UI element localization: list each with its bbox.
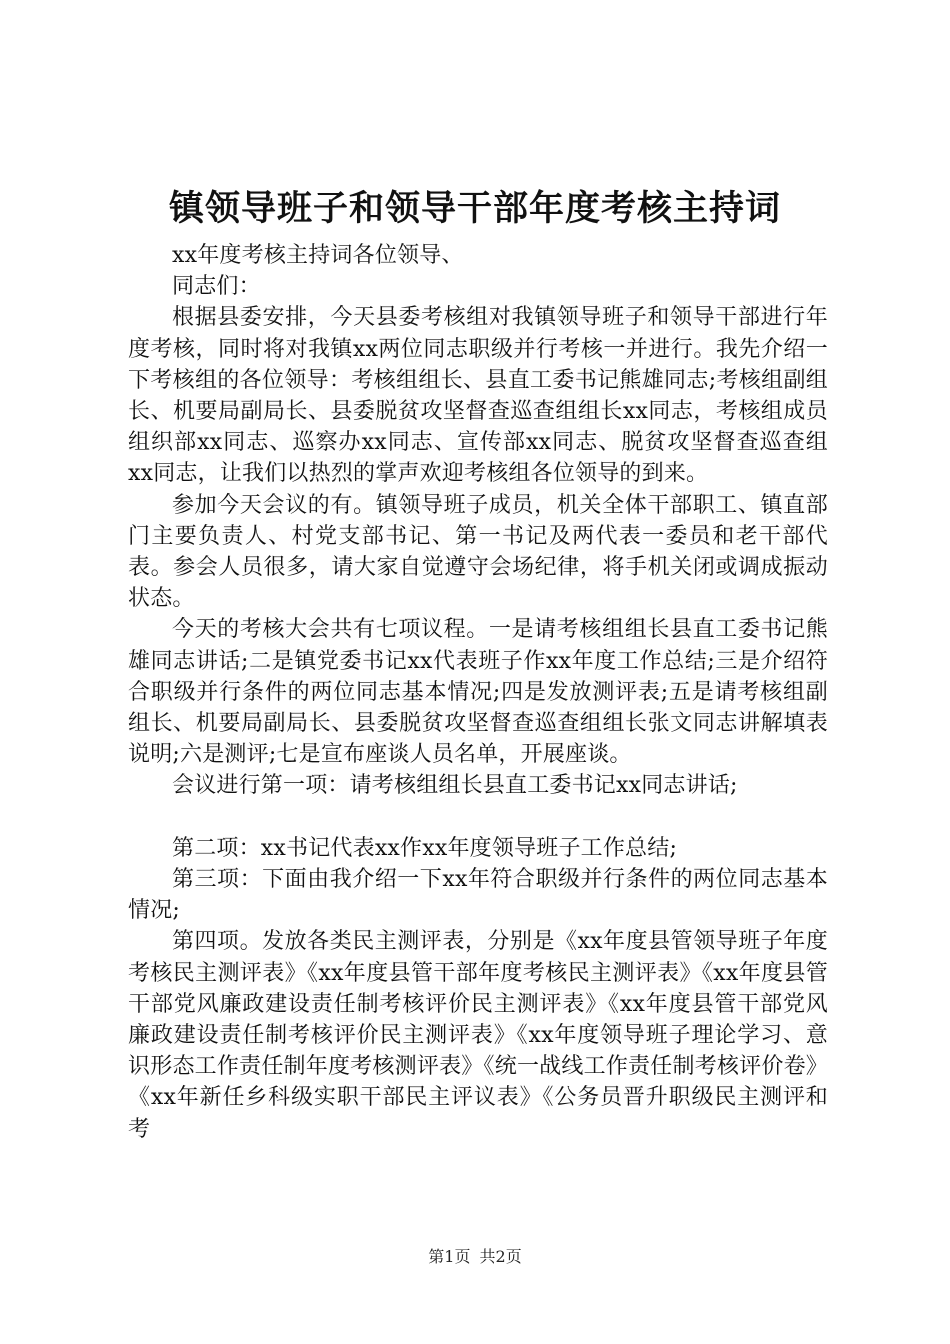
paragraph-greeting-1: xx年度考核主持词各位领导、 xyxy=(172,243,464,268)
paragraph-item-2: 第二项：xx书记代表xx作xx年度领导班子工作总结; xyxy=(172,835,678,861)
paragraph-item-3: 第三项：下面由我介绍一下xx年符合职级并行条件的两位同志基本情况; xyxy=(128,867,828,924)
paragraph-greeting-2: 同志们： xyxy=(172,274,261,300)
paragraph-introduction: 根据县委安排，今天县委考核组对我镇领导班子和领导干部进行年度考核，同时将对我镇xx两位同志职级并行考核一并进行。我先介绍一下考核组的各位领导：考核组组长、县直工委书记熊雄同志;考核组副组长、机要局副局长、县委脱贫攻坚督查巡查组组长xx同志，考核组成员组织部xx同志、巡察办xx同志、宣传部xx同志、脱贫攻坚督查巡查组xx同志，让我们以热烈的掌声欢迎考核组各位领导的到来。 xyxy=(128,305,828,487)
document-body xyxy=(128,240,828,1145)
page-footer xyxy=(0,1246,950,1268)
page-total: 共2页 xyxy=(479,1247,522,1266)
paragraph-attendees: 参加今天会议的有。镇领导班子成员，机关全体干部职工、镇直部门主要负责人、村党支部书记、第一书记及两代表一委员和老干部代表。参会人员很多，请大家自觉遵守会场纪律，将手机关闭或调成振动状态。 xyxy=(128,492,828,612)
paragraph-agenda: 今天的考核大会共有七项议程。一是请考核组组长县直工委书记熊雄同志讲话;二是镇党委书记xx代表班子作xx年度工作总结;三是介绍符合职级并行条件的两位同志基本情况;四是发放测评表;五是请考核组副组长、机要局副局长、县委脱贫攻坚督查巡查组组长张文同志讲解填表说明;六是测评;七是宣布座谈人员名单，开展座谈。 xyxy=(128,617,828,768)
paragraph-item-4: 第四项。发放各类民主测评表，分别是《xx年度县管领导班子年度考核民主测评表》《xx年度县管干部年度考核民主测评表》《xx年度县管干部党风廉政建设责任制考核评价民主测评表》《xx年度县管干部党风廉政建设责任制考核评价民主测评表》《xx年度领导班子理论学习、意识形态工作责任制年度考核测评表》《统一战线工作责任制考核评价卷》《xx年新任乡科级实职干部民主评议表》《公务员晋升职级民主测评和考 xyxy=(128,929,828,1142)
document-title: 镇领导班子和领导干部年度考核主持词 xyxy=(168,189,781,229)
page-number: 第1页 xyxy=(428,1247,471,1266)
paragraph-item-1: 会议进行第一项：请考核组组长县直工委书记xx同志讲话; xyxy=(172,773,738,799)
